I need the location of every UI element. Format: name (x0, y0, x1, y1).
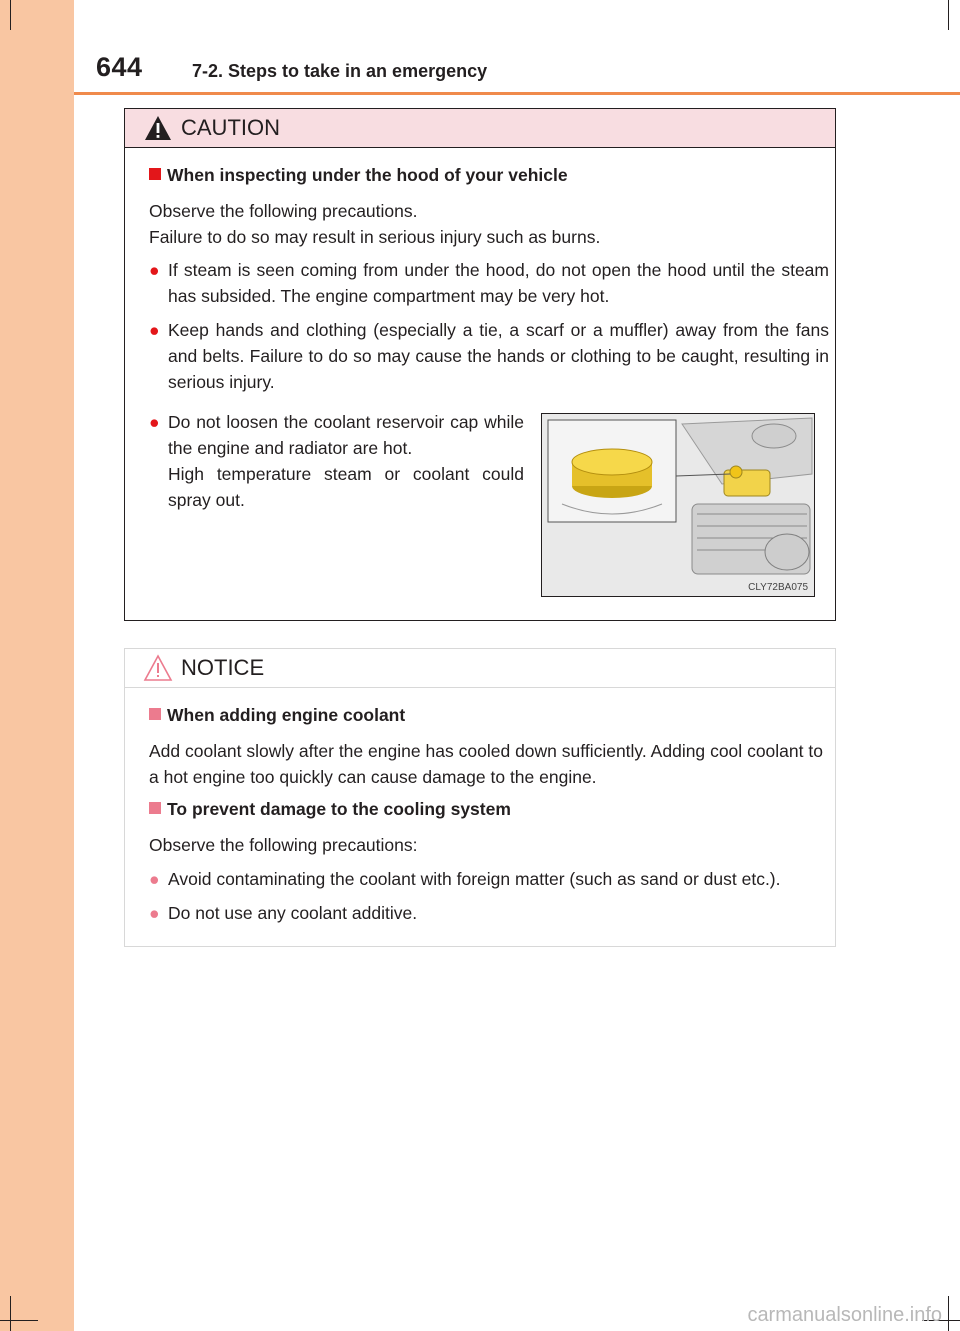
square-bullet-icon (149, 802, 161, 814)
notice-item-title: When adding engine coolant (149, 705, 405, 726)
crop-mark (10, 1296, 11, 1331)
caution-box (124, 108, 836, 621)
caution-bullet: ● Do not loosen the coolant reservoir cap while the engine and radiator are hot. High temperature steam or coolant could spray out. (149, 409, 524, 513)
warning-triangle-icon (143, 654, 173, 682)
caution-item-title: When inspecting under the hood of your vehicle (149, 165, 568, 186)
square-bullet-icon (149, 708, 161, 720)
page-number: 644 (96, 52, 143, 82)
circle-bullet-icon: ● (149, 260, 160, 280)
notice-item-body: Observe the following precautions: (149, 835, 418, 855)
caution-label: CAUTION (181, 115, 280, 140)
notice-item-title: To prevent damage to the cooling system (149, 799, 511, 820)
caution-bullet: ● If steam is seen coming from under the hood, do not open the hood until the steam has subsided. The engine compartment may be very hot. (149, 257, 829, 309)
circle-bullet-icon: ● (149, 903, 160, 923)
crop-mark (0, 1320, 38, 1321)
watermark: carmanualsonline.info (747, 1304, 942, 1326)
caution-intro-line: Observe the following precautions. (149, 201, 418, 221)
caution-intro-line: Failure to do so may result in serious injury such as burns. (149, 227, 601, 247)
notice-bullet: ● Avoid contaminating the coolant with foreign matter (such as sand or dust etc.). (149, 866, 829, 892)
caution-intro (149, 198, 829, 250)
caution-header (125, 109, 835, 148)
coolant-reservoir-illustration (541, 413, 815, 597)
illustration-code: CLY72BA075 (748, 582, 808, 593)
notice-bullet: ● Do not use any coolant additive. (149, 900, 829, 926)
circle-bullet-icon: ● (149, 320, 160, 340)
caution-bullet: ● Keep hands and clothing (especially a tie, a scarf or a muffler) away from the fans and belts. Failure to do so may cause the hands or clothing to be caught, resulting in serious injury. (149, 317, 829, 395)
warning-triangle-icon (143, 114, 173, 142)
square-bullet-icon (149, 168, 161, 180)
crop-mark (948, 1296, 949, 1331)
circle-bullet-icon: ● (149, 869, 160, 889)
notice-label: NOTICE (181, 655, 265, 680)
notice-box (124, 648, 836, 947)
crop-mark (10, 0, 11, 30)
notice-item-body: Add coolant slowly after the engine has cooled down sufficiently. Adding cool coolant to a hot engine too quickly can cause damage to the engine. (149, 741, 823, 787)
header-rule (74, 92, 960, 95)
crop-mark (948, 0, 949, 30)
section-title: 7-2. Steps to take in an emergency (192, 61, 488, 81)
page-side-strip (0, 0, 74, 1331)
engine-bay-drawing (542, 414, 814, 596)
notice-header (125, 649, 835, 688)
circle-bullet-icon: ● (149, 412, 160, 432)
